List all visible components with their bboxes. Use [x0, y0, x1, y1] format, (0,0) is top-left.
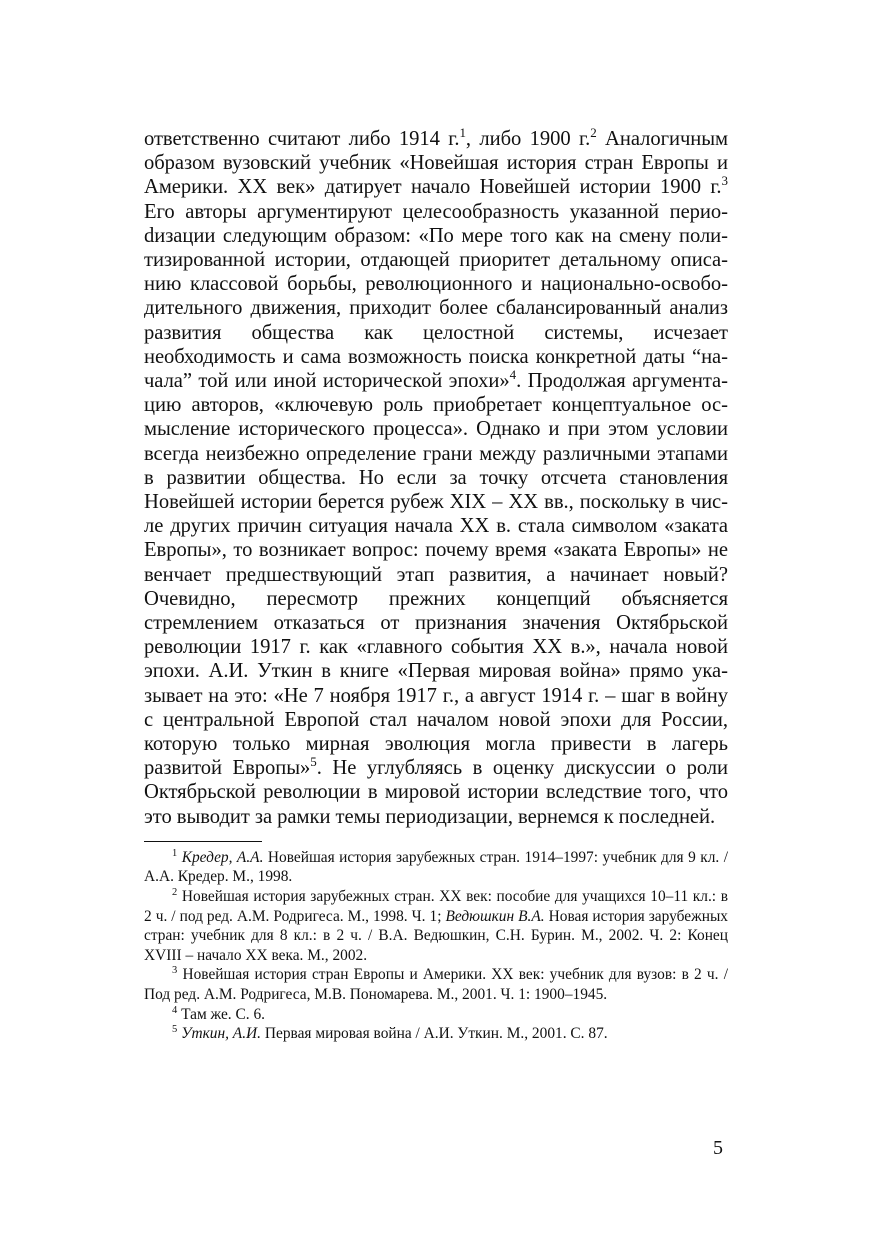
footnote-text: Новейшая история зарубежных стран. XX век: пособие для учащихся 10–11 кл.: в 2 ч. / под ред. А.М. Родригеса. М., 1998. Ч. 1;	[144, 888, 728, 925]
footnote-text: Новейшая история стран Европы и Америки. XX век: учебник для вузов: в 2 ч. / Под ред. А.М. Родригеса, М.В. Пономарева. М., 2001. Ч. 1: 1900–1945.	[144, 966, 728, 1004]
body-text-segment: . Продолжая аргументацию авторов, «ключевую роль приобретает концептуальное осмысление исторического процесса». Однако и при этом условии всегда неизбежно определение грани между различными этапами в развитии общества. Но если за точку отсчета становления Новейшей истории берется рубеж XIX – XX вв., поскольку в числе других причин ситуация начала XX в. стала символом «заката Европы», то возникает вопрос: почему время «заката Европы» не венчает предшествующий этап развития, а начинает новый? Очевидно, пересмотр прежних концепций объясняется стремлением отказаться от признания значения Октябрьской революции 1917 г. как «главного события XX в.», начала новой эпохи. А.И. Уткин в книге «Первая мировая война» прямо указывает на это: «Не 7 ноября 1917 г., а август 1914 г. – шаг в войну с центральной Европой стал началом новой эпохи для России, которую только мирная эволюция могла привести в лагерь развитой Европы»	[144, 370, 728, 780]
footnote-ref-1[interactable]: 1	[459, 125, 466, 140]
footnote-author: Кредер, А.А.	[181, 848, 264, 866]
footnote-divider	[144, 841, 262, 842]
footnote-3	[144, 965, 728, 1004]
body-text-segment: , либо 1900 г.	[465, 128, 591, 150]
body-text-segment: . Не углубляясь в оценку дискуссии о роли Октябрьской революции в мировой истории вследствие того, что это выводит за рамки темы периодизации, вернемся к последней.	[144, 757, 728, 828]
footnote-4	[144, 1005, 728, 1025]
footnote-author: Ведюшкин В.А.	[445, 907, 545, 925]
footnote-marker: 1	[172, 847, 178, 859]
footnote-ref-2[interactable]: 2	[590, 125, 597, 140]
footnote-text: Там же. С. 6.	[181, 1005, 266, 1023]
footnote-text: Новая история зарубежных стран: учебник для 8 кл.: в 2 ч. / В.А. Ведюшкин, С.Н. Бурин. М., 2002. Ч. 2: Конец XVIII – начало XX века. М., 2002.	[144, 907, 728, 964]
page-content	[144, 127, 728, 1044]
footnote-ref-3[interactable]: 3	[721, 173, 728, 189]
footnote-text: Новейшая история зарубежных стран. 1914–1997: учебник для 9 кл. / А.А. Кредер. М., 1998.	[144, 848, 728, 886]
footnote-2	[144, 887, 728, 965]
footnote-5	[144, 1024, 728, 1044]
footnote-ref-4[interactable]: 4	[509, 367, 517, 383]
footnote-marker: 4	[172, 1004, 178, 1016]
footnote-marker: 2	[172, 887, 178, 899]
footnotes	[144, 848, 728, 1044]
body-text-segment: ответственно считают либо 1914 г.	[144, 128, 460, 150]
footnote-marker: 5	[172, 1024, 178, 1036]
body-text-segment: Аналогичным образом вузовский учебник «Новейшая история стран Европы и Америки. XX век» датирует начало Новейшей истории 1900 г.	[144, 128, 728, 199]
footnote-marker: 3	[172, 965, 178, 977]
body-text-segment: Его авторы аргументируют целесообразность указанной периоdизации следующим образом: «По мере того как на смену политизированной истории, отдающей приоритет детальному описанию классовой борьбы, революционного и национально-освободительного движения, приходит более сбалансированный анализ развития общества как целостной системы, исчезает необходимость и сама возможность поиска конкретной даты “начала” той или иной исторической эпохи»	[144, 200, 728, 393]
page-number: 5	[713, 1137, 723, 1159]
footnote-text: Первая мировая война / А.И. Уткин. М., 2001. С. 87.	[261, 1025, 608, 1043]
footnote-ref-5[interactable]: 5	[310, 754, 317, 770]
footnote-author: Уткин, А.И.	[181, 1025, 262, 1043]
footnote-1	[144, 848, 728, 887]
body-paragraph	[144, 127, 728, 829]
